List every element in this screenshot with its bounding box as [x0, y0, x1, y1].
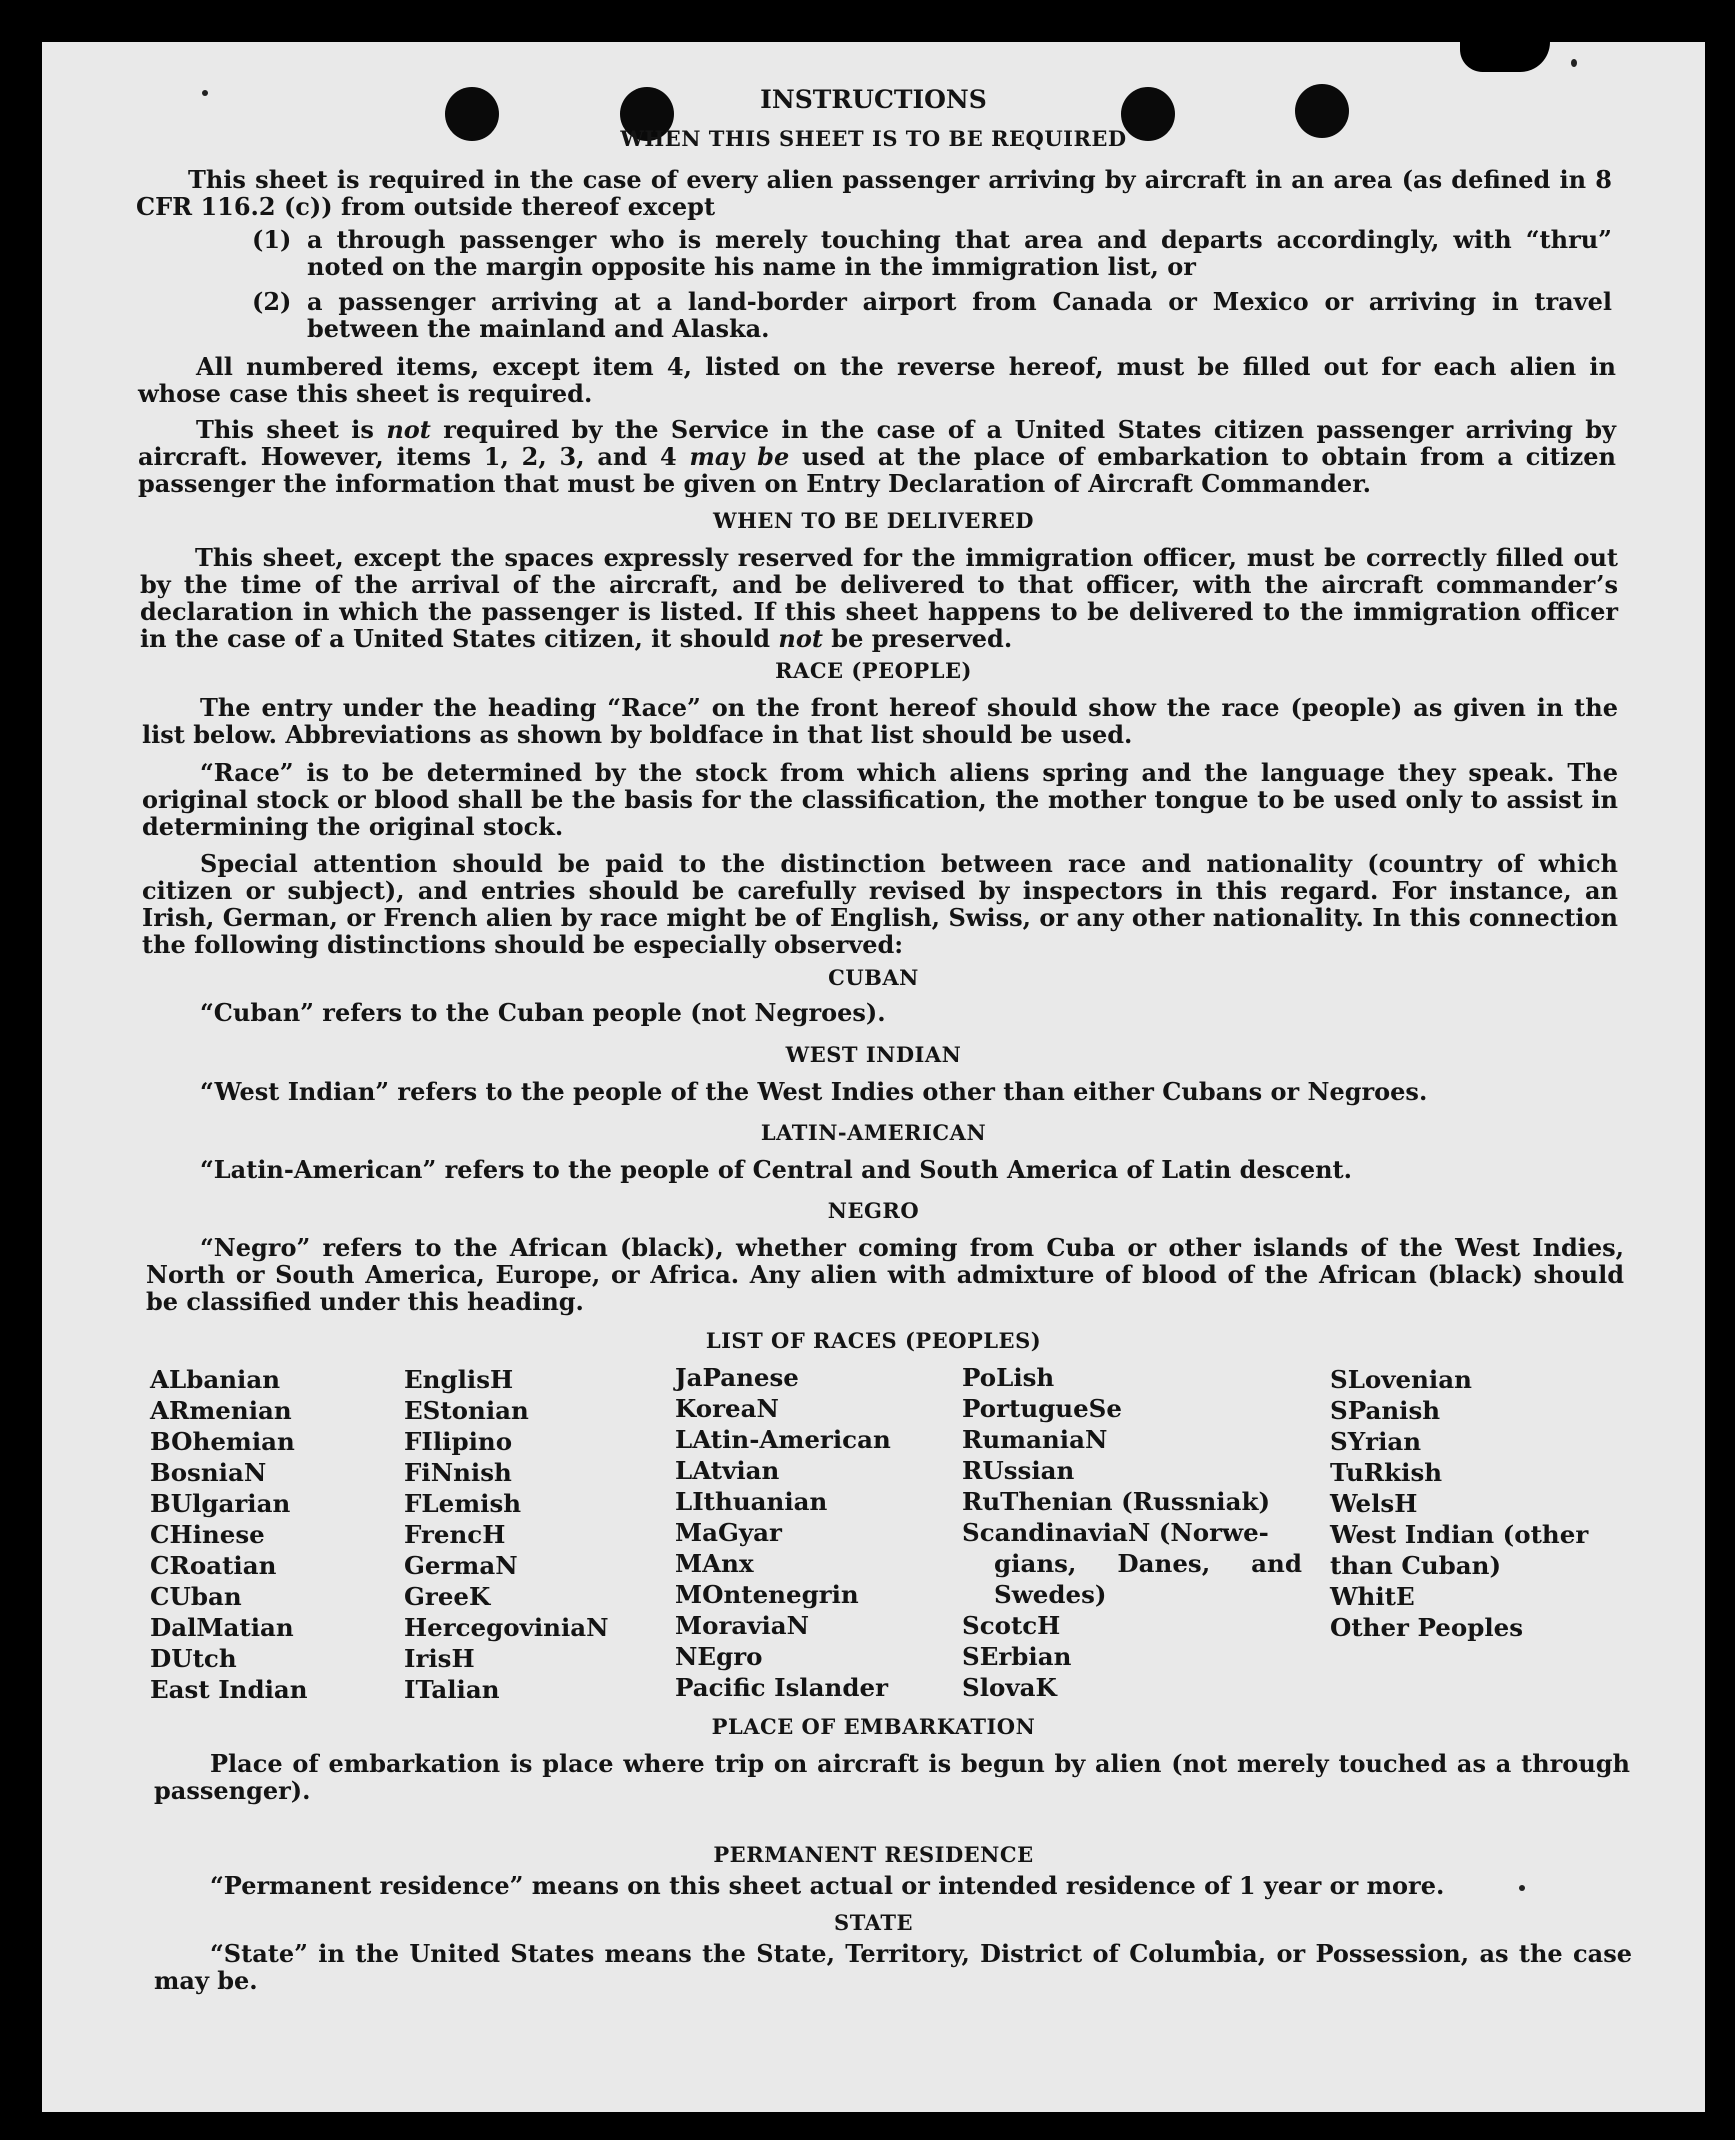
list-item: NEgro — [675, 1642, 763, 1671]
section-heading-latin-american: LATIN-AMERICAN — [760, 1120, 987, 1145]
list-item: gians, Danes, and — [994, 1549, 1302, 1578]
list-item: RuThenian (Russniak) — [962, 1487, 1271, 1516]
race-column-5 — [1330, 1364, 1588, 1643]
section-heading-residence: PERMANENT RESIDENCE — [713, 1842, 1034, 1867]
list-item: SYrian — [1330, 1427, 1422, 1456]
list-item: ALbanian — [150, 1365, 281, 1394]
required-intro: This sheet is required in the case of every alien passenger arriving by aircraft in an area (as defined in 8 CFR 116.2 (c)) from outside thereof except — [136, 165, 1612, 221]
section-heading-race-list: LIST OF RACES (PEOPLES) — [705, 1328, 1042, 1353]
exception-item: (1) a through passenger who is merely touching that area and departs accordingly, with “thru” noted on the margin opposite his name in the immigration list, or — [252, 225, 1612, 281]
list-item: LAtvian — [675, 1456, 780, 1485]
list-item: RUssian — [962, 1456, 1075, 1485]
section-heading-state: STATE — [834, 1910, 913, 1935]
list-item: KoreaN — [675, 1394, 779, 1423]
list-item: WelsH — [1330, 1489, 1418, 1518]
required-p2: All numbered items, except item 4, listed on the reverse hereof, must be filled out for each alien in whose case this sheet is required. — [138, 352, 1616, 408]
list-item: MaGyar — [675, 1518, 782, 1547]
list-item: ScotcH — [962, 1611, 1061, 1640]
latin-american-text: “Latin-American” refers to the people of Central and South America of Latin descent. — [200, 1155, 1352, 1184]
list-item: Swedes) — [994, 1580, 1107, 1609]
list-item: SPanish — [1330, 1396, 1441, 1425]
list-item: PoLish — [962, 1363, 1055, 1392]
list-item: TuRkish — [1330, 1458, 1443, 1487]
section-heading-west-indian: WEST INDIAN — [785, 1042, 962, 1067]
list-item: ARmenian — [150, 1396, 292, 1425]
list-item: FLemish — [404, 1489, 522, 1518]
list-item: than Cuban) — [1330, 1551, 1502, 1580]
race-column-1 — [150, 1364, 308, 1705]
speck — [1571, 59, 1577, 67]
list-item: SLovenian — [1330, 1365, 1472, 1394]
race-p3: Special attention should be paid to the distinction between race and nationality (country of which citizen or subject), and entries should be carefully revised by inspectors in this regard. For instance, an Irish, German, or French alien by race might be of English, Swiss, or any other nationality. In this connection the following distinctions should be especially observed: — [142, 849, 1618, 959]
list-item: IrisH — [404, 1644, 475, 1673]
section-heading-delivered: WHEN TO BE DELIVERED — [712, 508, 1034, 533]
state-text: “State” in the United States means the State, Territory, District of Columbia, or Possession, as the case may be. — [154, 1939, 1632, 1995]
list-item: MOntenegrin — [675, 1580, 859, 1609]
section-heading-negro: NEGRO — [827, 1198, 920, 1223]
list-item: East Indian — [150, 1675, 308, 1704]
section-heading-race: RACE (PEOPLE) — [775, 658, 972, 683]
race-column-2 — [404, 1364, 609, 1705]
list-item: Pacific Islander — [675, 1673, 888, 1702]
list-item: EStonian — [404, 1396, 529, 1425]
list-item: FIlipino — [404, 1427, 513, 1456]
list-item: RumaniaN — [962, 1425, 1108, 1454]
list-item: Other Peoples — [1330, 1613, 1524, 1642]
list-item: JaPanese — [675, 1363, 799, 1392]
list-item: FiNnish — [404, 1458, 512, 1487]
list-item: MAnx — [675, 1549, 754, 1578]
list-item: MoraviaN — [675, 1611, 810, 1640]
list-item: CHinese — [150, 1520, 265, 1549]
race-column-3 — [675, 1362, 891, 1703]
list-item: EnglisH — [404, 1365, 514, 1394]
list-item: WhitE — [1330, 1582, 1415, 1611]
list-item: BosniaN — [150, 1458, 267, 1487]
residence-text: “Permanent residence” means on this sheet actual or intended residence of 1 year or more. — [210, 1871, 1445, 1900]
embarkation-text: Place of embarkation is place where trip on aircraft is begun by alien (not merely touched as a through passenger). — [154, 1749, 1630, 1805]
list-item: SlovaK — [962, 1673, 1057, 1702]
list-item: ITalian — [404, 1675, 500, 1704]
section-heading-cuban: CUBAN — [828, 965, 919, 990]
section-heading-required: WHEN THIS SHEET IS TO BE REQUIRED — [620, 126, 1127, 151]
list-item: LAtin-American — [675, 1425, 891, 1454]
race-p2: “Race” is to be determined by the stock from which aliens spring and the language they speak. The original stock or blood shall be the basis for the classification, the mother tongue to be used only to assist in determining the original stock. — [142, 758, 1618, 841]
list-item: SErbian — [962, 1642, 1072, 1671]
exception-item: (2) a passenger arriving at a land-border airport from Canada or Mexico or arriving in travel between the mainland and Alaska. — [252, 287, 1612, 343]
list-item: CRoatian — [150, 1551, 277, 1580]
list-item: ScandinaviaN (Norwe- — [962, 1518, 1269, 1547]
list-item: GermaN — [404, 1551, 518, 1580]
list-item: HercegoviniaN — [404, 1613, 609, 1642]
negro-text: “Negro” refers to the African (black), whether coming from Cuba or other islands of the West Indies, North or South America, Europe, or Africa. Any alien with admixture of blood of the African (black) should be classified under this heading. — [146, 1233, 1624, 1316]
race-p1: The entry under the heading “Race” on the front hereof should show the race (people) as given in the list below. Abbreviations as shown by boldface in that list should be used. — [142, 693, 1618, 749]
west-indian-text: “West Indian” refers to the people of the West Indies other than either Cubans or Negroes. — [200, 1077, 1428, 1106]
list-item: BUlgarian — [150, 1489, 291, 1518]
list-item: LIthuanian — [675, 1487, 828, 1516]
required-p3: This sheet is not required by the Service in the case of a United States citizen passenger arriving by aircraft. However, items 1, 2, 3, and 4 may be used at the place of embarkation to obtain from a citizen passenger the information that must be given on Entry Declaration of Aircraft Commander. — [138, 415, 1616, 498]
list-item: CUban — [150, 1582, 242, 1611]
delivered-p1: This sheet, except the spaces expressly reserved for the immigration officer, must be correctly filled out by the time of the arrival of the aircraft, and be delivered to that officer, with the aircraft commander’s declaration in which the passenger is listed. If this sheet happens to be delivered to the immigration officer in the case of a United States citizen, it should not be preserved. — [140, 543, 1618, 653]
section-heading-embarkation: PLACE OF EMBARKATION — [711, 1714, 1036, 1739]
list-item: West Indian (other — [1330, 1520, 1589, 1549]
list-item: FrencH — [404, 1520, 506, 1549]
document-sheet — [42, 42, 1705, 2112]
race-column-4 — [962, 1362, 1302, 1703]
list-item: PortugueSe — [962, 1394, 1122, 1423]
torn-corner — [1460, 42, 1550, 72]
list-item: DalMatian — [150, 1613, 294, 1642]
page-title: INSTRUCTIONS — [760, 85, 987, 114]
list-item: BOhemian — [150, 1427, 295, 1456]
list-item: DUtch — [150, 1644, 237, 1673]
cuban-text: “Cuban” refers to the Cuban people (not Negroes). — [200, 998, 886, 1027]
list-item: GreeK — [404, 1582, 491, 1611]
